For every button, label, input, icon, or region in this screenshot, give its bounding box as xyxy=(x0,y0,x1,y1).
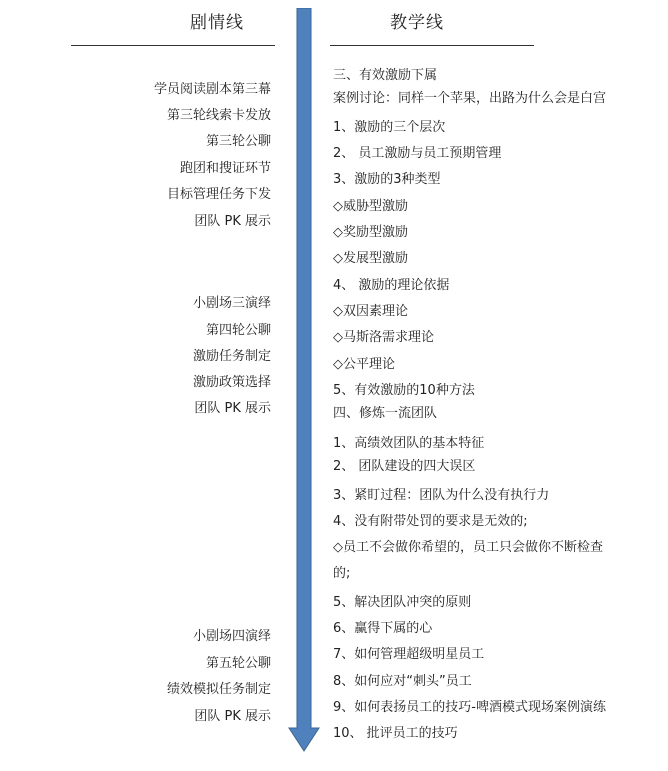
teaching-line-item: 7、如何管理超级明星员工 xyxy=(333,647,485,662)
teaching-line-item: 四、修炼一流团队 xyxy=(333,406,438,421)
teaching-line-underline xyxy=(330,45,534,46)
timeline-down-arrow-icon xyxy=(288,8,320,752)
teaching-line-item: 5、解决团队冲突的原则 xyxy=(333,595,472,610)
plot-line-header: 剧情线 xyxy=(190,13,244,33)
teaching-line-item: 案例讨论：同样一个苹果，出路为什么会是白宫 xyxy=(333,91,607,106)
teaching-line-item: ◇威胁型激励 xyxy=(333,199,408,214)
plot-line-item: 第五轮公聊 xyxy=(205,656,271,671)
teaching-line-item: 6、赢得下属的心 xyxy=(333,621,433,636)
teaching-line-item: 1、激励的三个层次 xyxy=(333,120,446,135)
plot-line-item: 小剧场三演绎 xyxy=(192,296,271,311)
teaching-line-item: 2、 员工激励与员工预期管理 xyxy=(333,146,502,161)
plot-line-underline xyxy=(71,45,275,46)
teaching-line-item: 5、有效激励的10种方法 xyxy=(333,383,475,398)
plot-line-item: 激励政策选择 xyxy=(192,375,271,390)
plot-line-item: 第三轮公聊 xyxy=(205,134,271,149)
teaching-line-item: ◇公平理论 xyxy=(333,357,395,372)
teaching-line-item: 1、高绩效团队的基本特征 xyxy=(333,436,485,451)
teaching-line-item: 9、如何表扬员工的技巧-啤酒模式现场案例演练 xyxy=(333,700,606,715)
plot-line-item: 小剧场四演绎 xyxy=(192,629,271,644)
teaching-line-item: 4、没有附带处罚的要求是无效的; xyxy=(333,514,528,529)
teaching-line-item: ◇员工不会做你希望的，员工只会做你不断检查 xyxy=(333,540,603,555)
teaching-line-item: 3、激励的3种类型 xyxy=(333,172,441,187)
teaching-line-item: 三、有效激励下属 xyxy=(333,68,438,83)
plot-line-item: 学员阅读剧本第三幕 xyxy=(153,82,271,97)
teaching-line-item: 10、 批评员工的技巧 xyxy=(333,726,458,741)
teaching-line-header: 教学线 xyxy=(390,13,444,33)
teaching-line-item: 8、如何应对“刺头”员工 xyxy=(333,674,472,689)
plot-line-item: 目标管理任务下发 xyxy=(166,187,271,202)
plot-line-item: 绩效模拟任务制定 xyxy=(166,682,271,697)
plot-line-item: 团队 PK 展示 xyxy=(194,709,271,724)
teaching-line-item: 3、紧盯过程：团队为什么没有执行力 xyxy=(333,488,550,503)
teaching-line-item: ◇奖励型激励 xyxy=(333,225,408,240)
plot-line-item: 第四轮公聊 xyxy=(205,323,271,338)
plot-line-item: 团队 PK 展示 xyxy=(194,401,271,416)
teaching-line-item: 4、 激励的理论依据 xyxy=(333,278,450,293)
teaching-line-item: ◇双因素理论 xyxy=(333,304,408,319)
plot-line-item: 第三轮线索卡发放 xyxy=(166,108,271,123)
plot-line-item: 团队 PK 展示 xyxy=(194,214,271,229)
plot-line-item: 激励任务制定 xyxy=(192,349,271,364)
teaching-line-item: 2、 团队建设的四大误区 xyxy=(333,459,476,474)
plot-line-item: 跑团和搜证环节 xyxy=(179,161,271,176)
teaching-line-item: ◇发展型激励 xyxy=(333,251,408,266)
teaching-line-item: 的; xyxy=(333,566,351,581)
teaching-line-item: ◇马斯洛需求理论 xyxy=(333,330,434,345)
